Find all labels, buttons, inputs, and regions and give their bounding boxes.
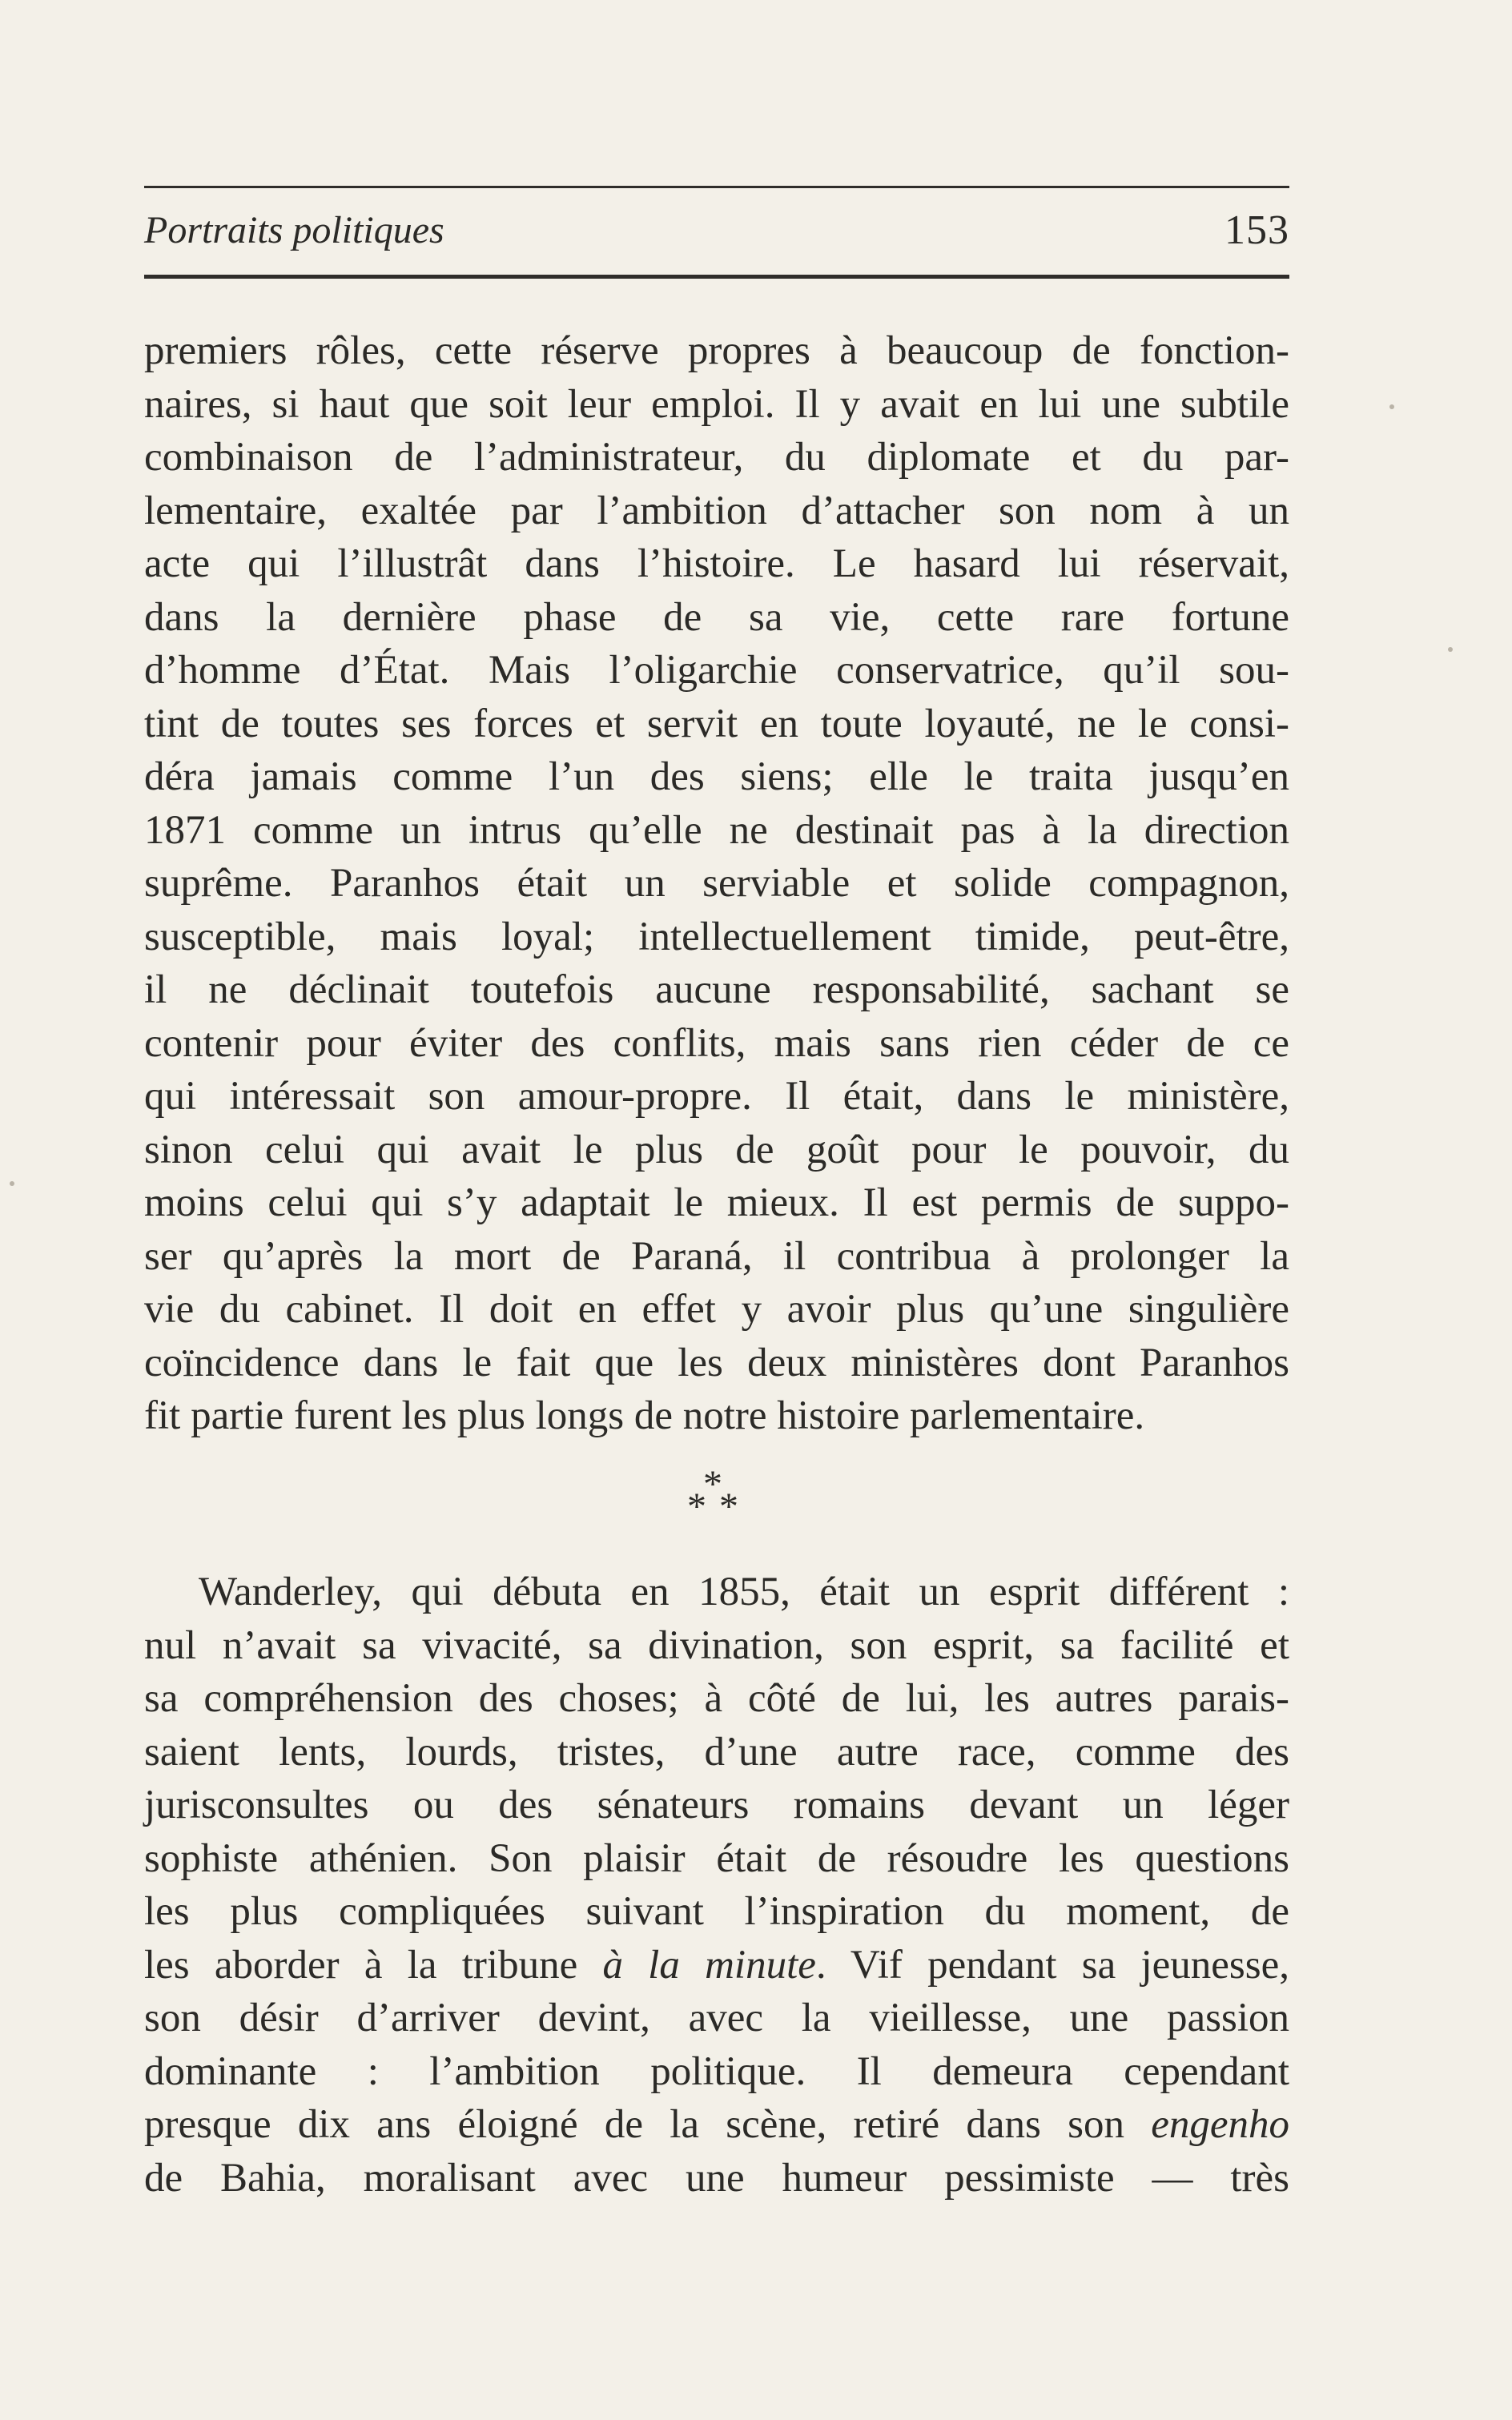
page-number: 153 xyxy=(1224,207,1289,253)
paragraph-2 xyxy=(144,1566,1289,2205)
paper-speck xyxy=(1448,647,1453,652)
text-line: de Bahia, moralisant avec une humeur pessimiste — très xyxy=(144,2155,1289,2201)
text-line: d’homme d’État. Mais l’oligarchie conservatrice, qu’il sou- xyxy=(144,648,1289,693)
text-line: jurisconsultes ou des sénateurs romains devant un léger xyxy=(144,1783,1289,1827)
header-rule-top xyxy=(144,186,1289,188)
text-segment: les aborder à la tribune xyxy=(144,1942,603,1988)
text-line xyxy=(144,1939,1289,1992)
text-line: fit partie furent les plus longs de notre histoire parlementaire. xyxy=(144,1393,1145,1438)
text-line: coïncidence dans le fait que les deux ministères dont Paranhos xyxy=(144,1340,1289,1385)
running-head xyxy=(144,207,1289,263)
text-line: 1871 comme un intrus qu’elle ne destinait pas à la direction xyxy=(144,807,1289,853)
text-line: lementaire, exaltée par l’ambition d’attacher son nom à un xyxy=(144,488,1289,533)
header-rule-bottom xyxy=(144,275,1289,279)
text-line: naires, si haut que soit leur emploi. Il y avait en lui une subtile xyxy=(144,381,1289,427)
text-line: Wanderley, qui débuta en 1855, était un esprit différent : xyxy=(199,1570,1289,1614)
paragraph-1 xyxy=(144,324,1289,1443)
italic-phrase: à la minute xyxy=(602,1942,816,1988)
text-line: ser qu’après la mort de Paraná, il contribua à prolonger la xyxy=(144,1233,1289,1279)
text-line: premiers rôles, cette réserve propres à beaucoup de fonction- xyxy=(144,328,1289,373)
text-line xyxy=(144,2098,1289,2152)
text-line: tint de toutes ses forces et servit en toute loyauté, ne le consi- xyxy=(144,701,1289,746)
asterism-separator xyxy=(681,1465,753,1538)
asterisk-left: * xyxy=(687,1485,706,1528)
text-line: vie du cabinet. Il doit en effet y avoir plus qu’une singulière xyxy=(144,1287,1289,1332)
text-line: sa compréhension des choses; à côté de lui, les autres parais- xyxy=(144,1676,1289,1721)
text-line: moins celui qui s’y adaptait le mieux. Il est permis de suppo- xyxy=(144,1180,1289,1225)
text-line: qui intéressait son amour-propre. Il était, dans le ministère, xyxy=(144,1074,1289,1119)
text-line: sinon celui qui avait le plus de goût pour le pouvoir, du xyxy=(144,1127,1289,1172)
asterisk-right: * xyxy=(719,1485,738,1528)
text-line: acte qui l’illustrât dans l’histoire. Le hasard lui réservait, xyxy=(144,541,1289,586)
text-line: les plus compliquées suivant l’inspiration du moment, de xyxy=(144,1889,1289,1934)
text-line: dominante : l’ambition politique. Il demeura cependant xyxy=(144,2048,1289,2094)
text-line: son désir d’arriver devint, avec la vieillesse, une passion xyxy=(144,1996,1289,2040)
text-line: saient lents, lourds, tristes, d’une autre race, comme des xyxy=(144,1729,1289,1775)
text-line: sophiste athénien. Son plaisir était de résoudre les questions xyxy=(144,1835,1289,1881)
text-line: déra jamais comme l’un des siens; elle le traita jusqu’en xyxy=(144,754,1289,799)
text-line: combinaison de l’administrateur, du diplomate et du par- xyxy=(144,435,1289,480)
text-line: contenir pour éviter des conflits, mais sans rien céder de ce xyxy=(144,1020,1289,1066)
italic-phrase: engenho xyxy=(1151,2102,1289,2147)
text-segment: presque dix ans éloigné de la scène, retiré dans son xyxy=(144,2102,1152,2147)
text-line: dans la dernière phase de sa vie, cette rare fortune xyxy=(144,594,1289,640)
text-segment: . Vif pendant sa jeunesse, xyxy=(815,1942,1289,1988)
text-line: suprême. Paranhos était un serviable et solide compagnon, xyxy=(144,861,1289,906)
text-line: nul n’avait sa vivacité, sa divination, son esprit, sa facilité et xyxy=(144,1622,1289,1668)
paper-speck xyxy=(1389,404,1394,409)
text-line: susceptible, mais loyal; intellectuellement timide, peut-être, xyxy=(144,914,1289,959)
text-line: il ne déclinait toutefois aucune responsabilité, sachant se xyxy=(144,967,1289,1012)
asterisk-top: * xyxy=(703,1463,722,1505)
paper-speck xyxy=(10,1181,14,1186)
running-title: Portraits politiques xyxy=(144,209,444,251)
